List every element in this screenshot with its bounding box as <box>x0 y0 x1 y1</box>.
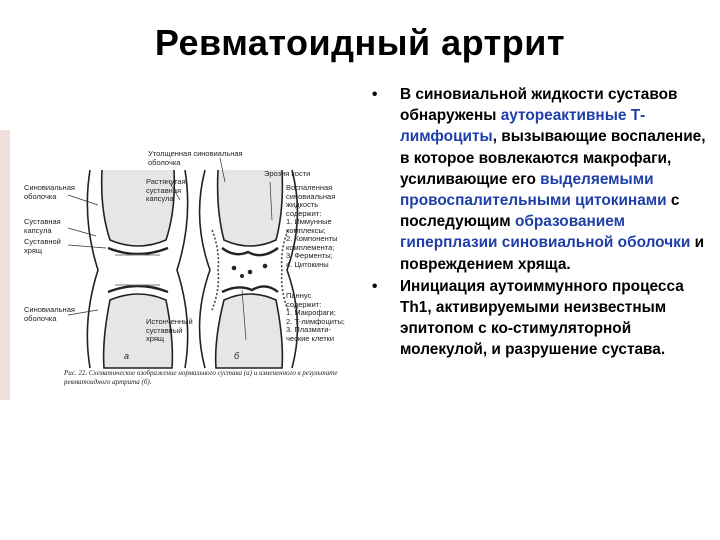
bullet-text-part: В синовиальной жидкости суставов обнаружены <box>400 86 678 125</box>
label-thinned-cartilage: Истонченный суставный хрящ <box>146 317 193 343</box>
bullet-item-2 <box>370 276 715 361</box>
bullet-highlight: выделяемыми провоспалительными цитокинами <box>400 170 667 210</box>
bullet-list <box>370 84 715 361</box>
bullet-marker: • <box>372 277 378 295</box>
bullet-highlight: образованием гиперплазии синовиальной оболочки <box>400 213 691 252</box>
bullet-marker: • <box>372 86 378 103</box>
label-a: а <box>124 351 130 361</box>
slide-title: Ревматоидный артрит <box>154 22 566 63</box>
left-accent-bar <box>0 130 10 400</box>
ra-joint <box>200 170 298 368</box>
bullet-text-part: и повреждением хряща. <box>400 234 705 273</box>
label-bone-erosion: Эрозия кости <box>264 169 311 178</box>
label-inflamed-fluid: Воспаленная синовиальная жидкость содержит: 1. Иммунные комплексы; 2. Компоненты комплемента; 3. Ферменты; 4. Цитокины <box>286 183 338 269</box>
label-joint-capsule: Суставная капсула <box>24 217 61 235</box>
bullet-text-part: с последующим <box>400 192 680 231</box>
label-pannus: Паннус содержит: 1. Макрофаги; 2. Т-лимфоциты; 3. Плазмати- ческие клетки <box>286 291 345 343</box>
bullet-text-part: , вызывающие воспаление, в которое вовлекаются макрофаги, усиливающие его <box>400 128 706 188</box>
bullet-text-part: Инициация аутоиммунного процесса Th1, активируемыми неизвестным эпитопом с ко-стимуляторной молекулой, и разрушение сустава. <box>400 277 684 359</box>
bullet-item-1 <box>370 84 715 275</box>
label-b: б <box>234 351 240 361</box>
bullet-highlight: аутореактивные Т-лимфоциты <box>400 107 646 146</box>
label-articular-cartilage: Суставной хрящ <box>24 237 61 255</box>
figure-caption: Рис. 22. Схематическое изображение нормального сустава (а) и измененного в результате ревматоидного артрита (б). <box>64 369 338 386</box>
label-synovial-membrane: Синовиальная оболочка <box>24 183 75 201</box>
label-thick-synovium: Утолщенная синовиальная оболочка <box>148 149 243 167</box>
joint-diagram <box>20 140 360 395</box>
label-synovial-membrane-2: Синовиальная оболочка <box>24 305 75 323</box>
label-stretched-capsule: Растянутая суставная капсула <box>146 177 186 203</box>
